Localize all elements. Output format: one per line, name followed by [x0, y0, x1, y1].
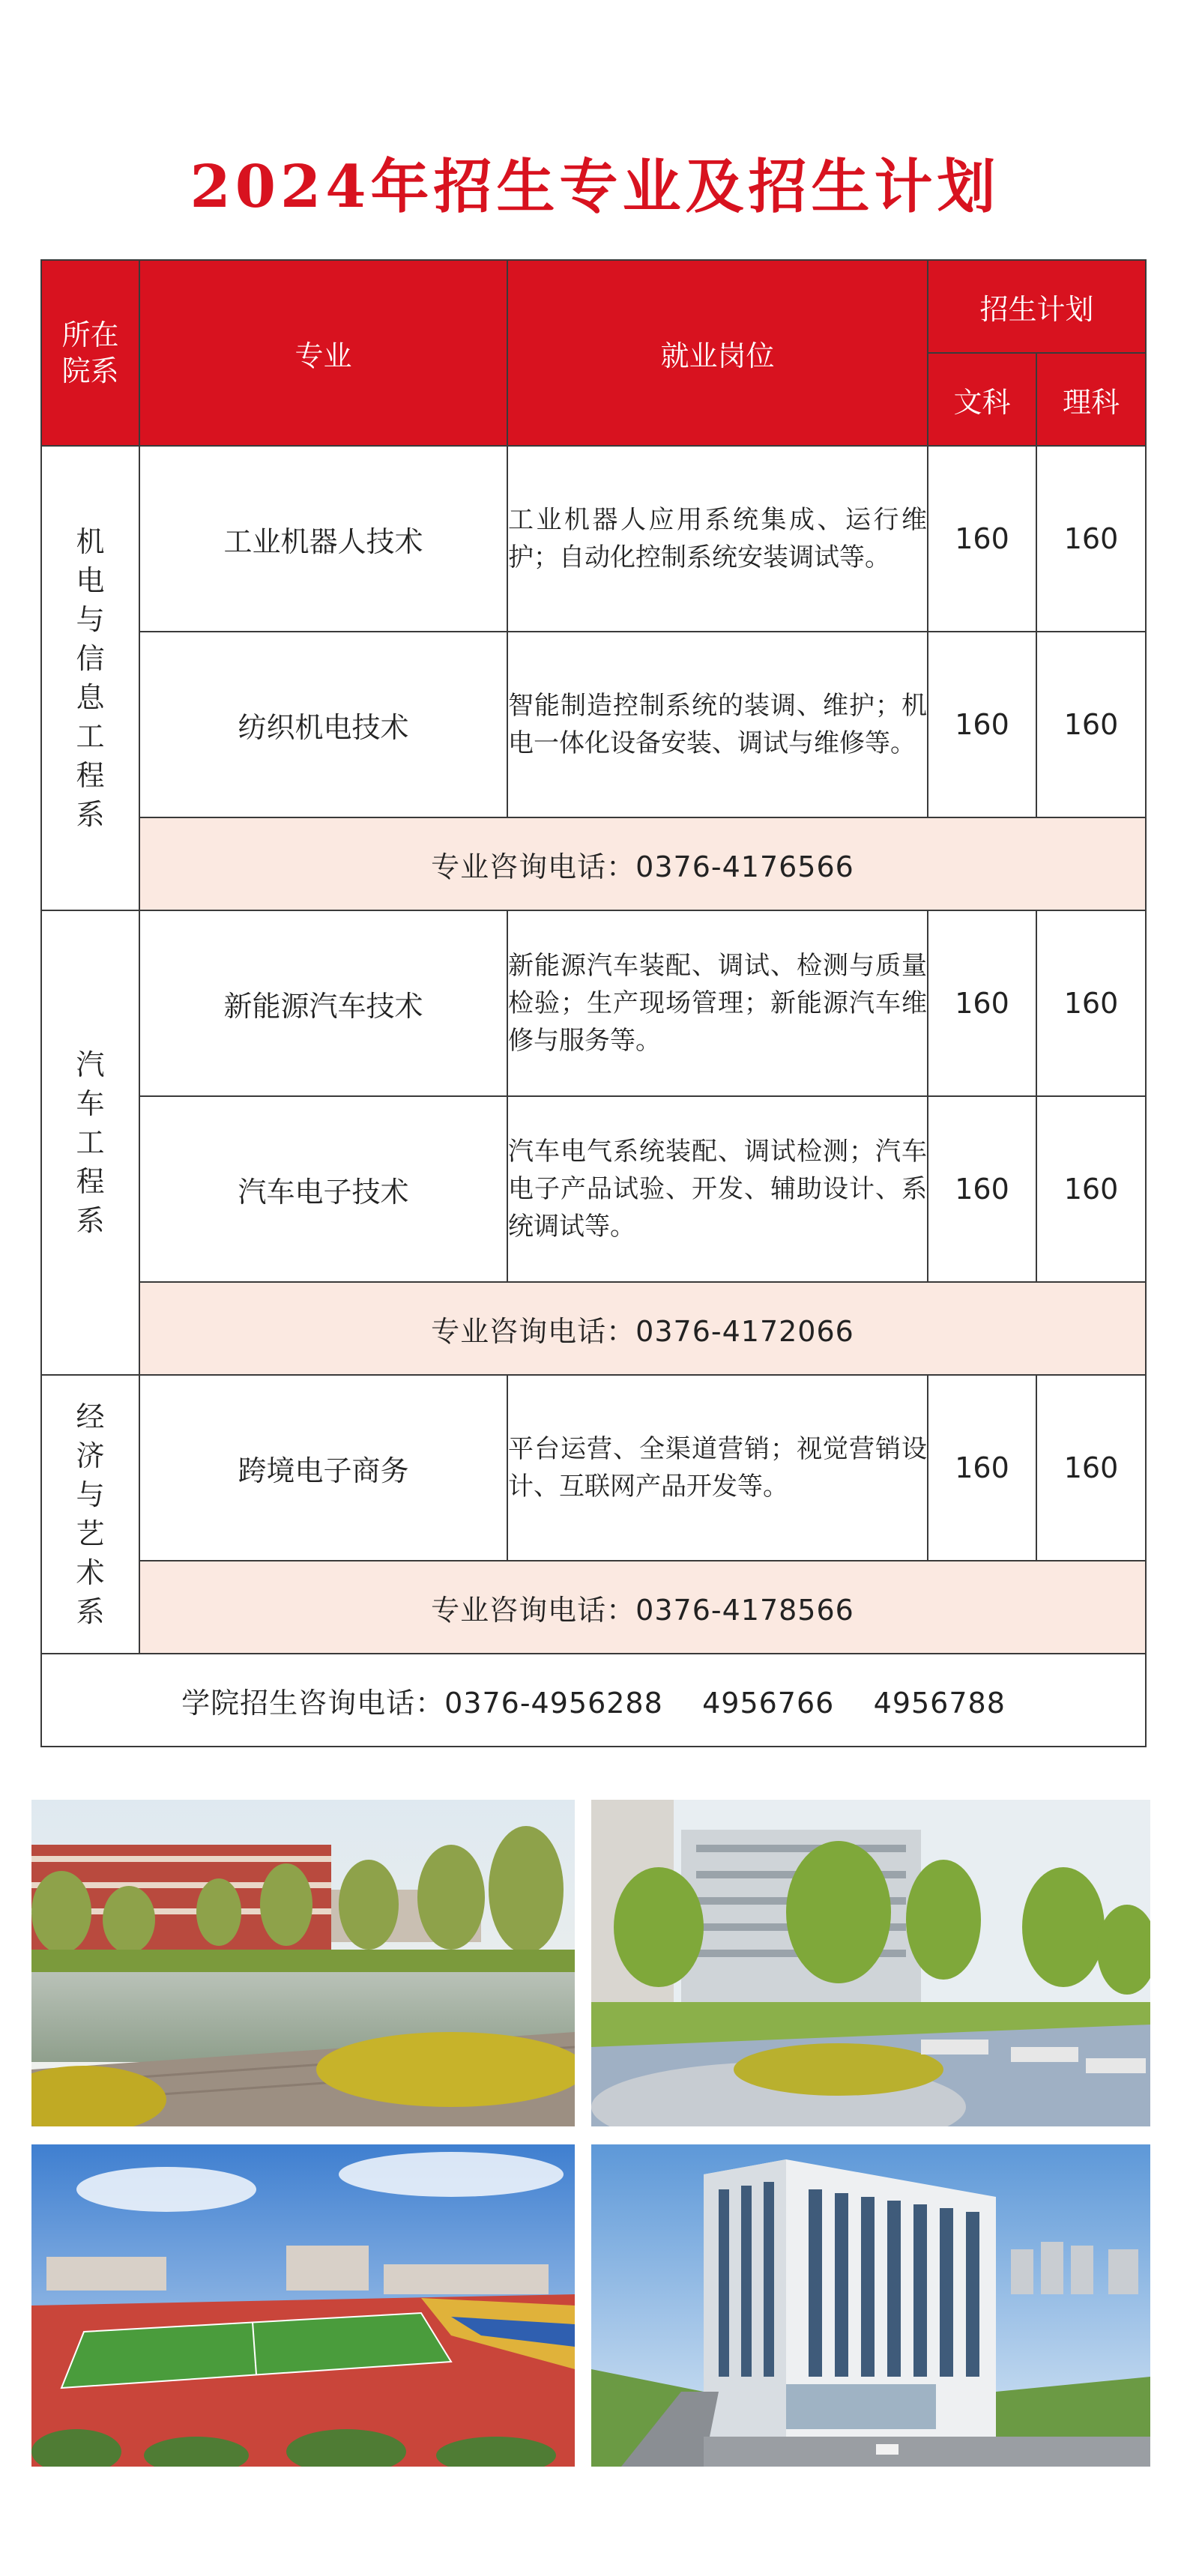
dept-cell: 汽车工程系 — [41, 910, 139, 1375]
major-name: 纺织机电技术 — [139, 632, 507, 817]
campus-plaza-photo — [591, 1800, 1150, 2126]
header-science: 理科 — [1036, 353, 1146, 446]
table-row — [41, 446, 1146, 632]
science-quota: 160 — [1036, 446, 1146, 632]
liberal-quota: 160 — [928, 446, 1036, 632]
header-liberal: 文科 — [928, 353, 1036, 446]
science-quota: 160 — [1036, 910, 1146, 1096]
liberal-quota: 160 — [928, 910, 1036, 1096]
science-quota: 160 — [1036, 1096, 1146, 1282]
liberal-quota: 160 — [928, 1096, 1036, 1282]
table-row — [41, 1096, 1146, 1282]
phone-row — [41, 817, 1146, 910]
table-row — [41, 632, 1146, 817]
header-job: 就业岗位 — [507, 260, 928, 446]
header-plan: 招生计划 — [928, 260, 1146, 353]
major-jobs: 智能制造控制系统的装调、维护；机电一体化设备安装、调试与维修等。 — [507, 632, 928, 817]
major-name: 汽车电子技术 — [139, 1096, 507, 1282]
liberal-quota: 160 — [928, 1375, 1036, 1561]
major-name: 跨境电子商务 — [139, 1375, 507, 1561]
major-jobs: 工业机器人应用系统集成、运行维护；自动化控制系统安装调试等。 — [507, 446, 928, 632]
dept-cell: 经济与艺术系 — [41, 1375, 139, 1654]
dept-phone: 专业咨询电话：0376-4178566 — [139, 1561, 1146, 1654]
major-name: 新能源汽车技术 — [139, 910, 507, 1096]
major-jobs: 新能源汽车装配、调试、检测与质量检验；生产现场管理；新能源汽车维修与服务等。 — [507, 910, 928, 1096]
liberal-quota: 160 — [928, 632, 1036, 817]
header-row — [41, 260, 1146, 353]
header-dept: 所在院系 — [41, 260, 139, 446]
page-title: 2024年招生专业及招生计划 — [190, 153, 1000, 221]
header-major: 专业 — [139, 260, 507, 446]
campus-pond-photo — [31, 1800, 575, 2126]
admission-hotline: 学院招生咨询电话：0376-4956288 4956766 4956788 — [41, 1654, 1146, 1747]
major-name: 工业机器人技术 — [139, 446, 507, 632]
dept-phone: 专业咨询电话：0376-4172066 — [139, 1282, 1146, 1375]
science-quota: 160 — [1036, 1375, 1146, 1561]
table-row — [41, 1375, 1146, 1561]
major-jobs: 平台运营、全渠道营销；视觉营销设计、互联网产品开发等。 — [507, 1375, 928, 1561]
major-jobs: 汽车电气系统装配、调试检测；汽车电子产品试验、开发、辅助设计、系统调试等。 — [507, 1096, 928, 1282]
phone-row — [41, 1561, 1146, 1654]
dept-phone: 专业咨询电话：0376-4176566 — [139, 817, 1146, 910]
dept-cell: 机电与信息工程系 — [41, 446, 139, 910]
sports-field-photo — [31, 2144, 575, 2467]
footer-row — [41, 1654, 1146, 1747]
science-quota: 160 — [1036, 632, 1146, 817]
table-row — [41, 910, 1146, 1096]
phone-row — [41, 1282, 1146, 1375]
office-building-photo — [591, 2144, 1150, 2467]
enrollment-plan-table — [40, 259, 1147, 1747]
